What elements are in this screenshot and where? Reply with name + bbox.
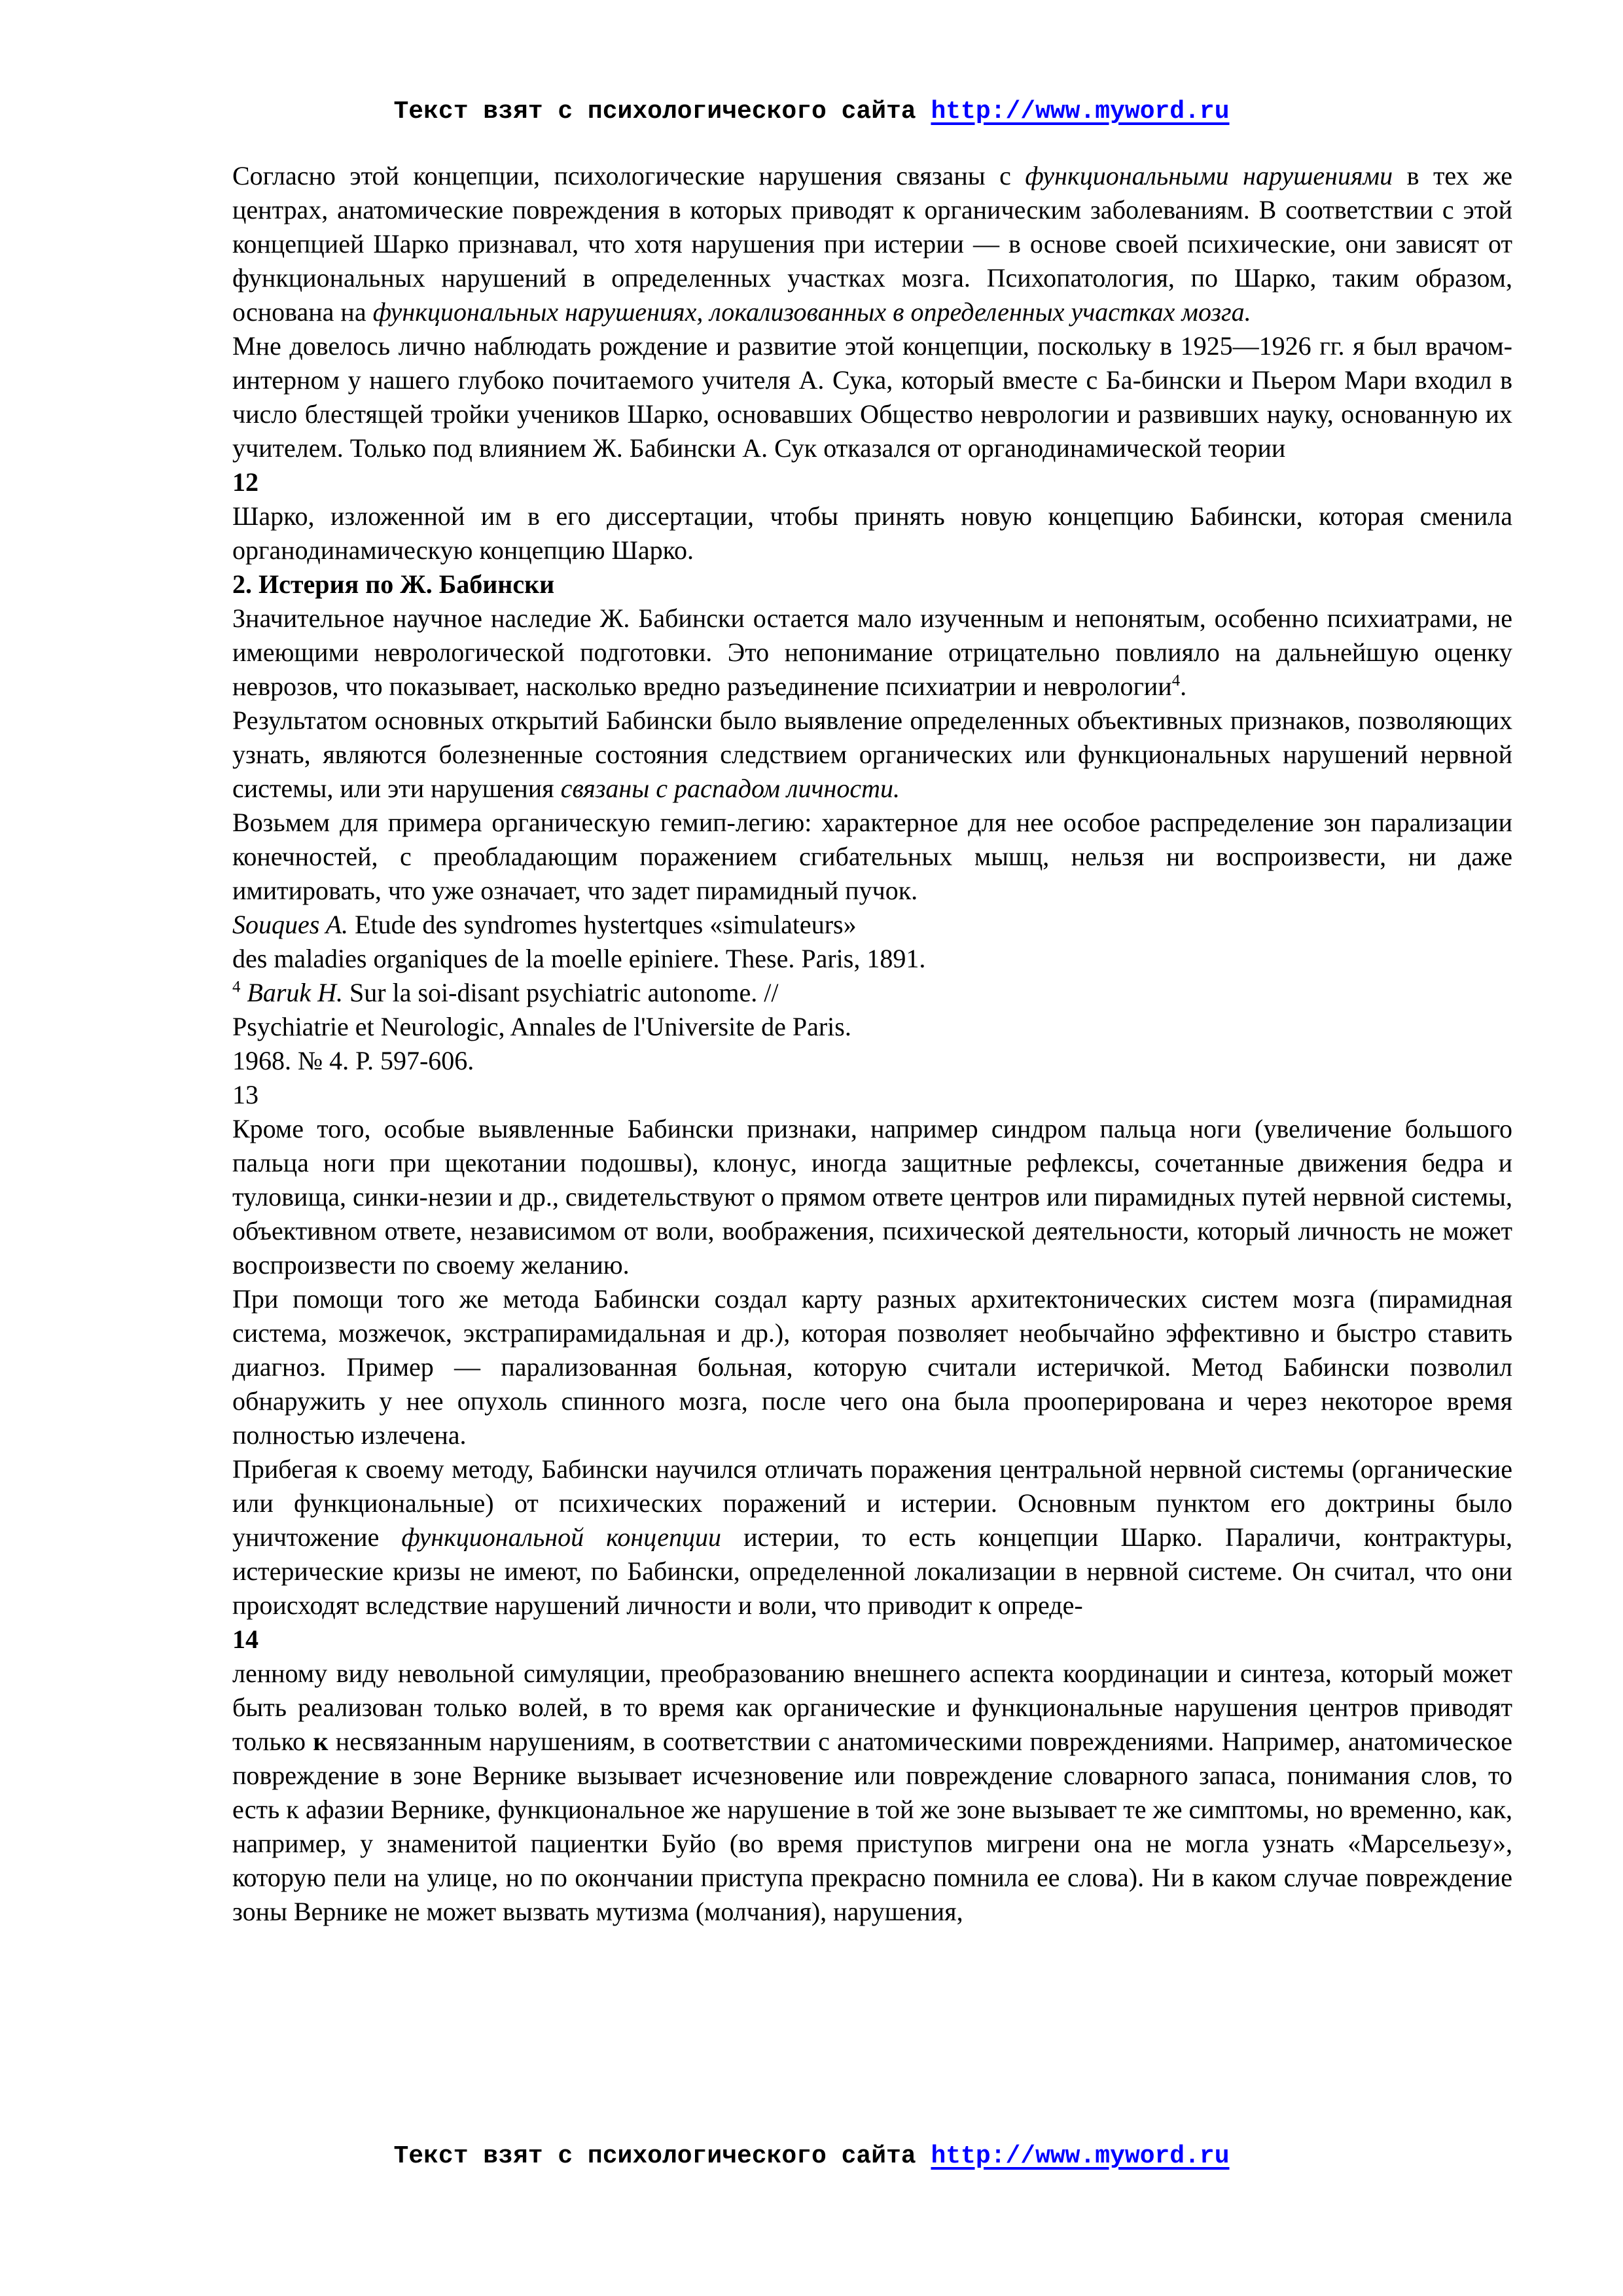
footnote-souques-line-2	[232, 942, 1512, 976]
text-run: Прибегая к своему методу, Бабински научился отличать поражения центральной нервной системы (органические или функциональные) от психических поражений и истерии. Основным пунктом его доктрины было уничтожение	[232, 1454, 1512, 1552]
text-run: 2. Истерия по Ж. Бабински	[232, 569, 555, 599]
header-site-link[interactable]: http://www.myword.ru	[931, 98, 1230, 126]
text-run: функциональной концепции	[401, 1522, 721, 1552]
paragraph-babinski-heritage	[232, 601, 1512, 704]
text-run: Psychiatrie et Neurologic, Annales de l'Universite de Paris.	[232, 1012, 851, 1041]
paragraph-hemiplegia-example	[232, 806, 1512, 908]
text-run: 13	[232, 1080, 259, 1109]
footer-source-text: Текст взят с психологического сайта	[393, 2142, 916, 2170]
text-run: .	[1180, 672, 1187, 701]
footnote-marker: 4	[232, 978, 241, 996]
paragraph-charcot-concept	[232, 159, 1512, 329]
paragraph-wernicke-zone	[232, 1657, 1512, 1929]
text-run: При помощи того же метода Бабински создал карту разных архитектонических систем мозга (пирамидная система, мозжечок, экстрапирамидальная и др.), которая позволяет необычайно эффективно и быстро ставить диагноз. Пример — парализованная больная, которую считали истеричкой. Метод Бабински позволил обнаружить у нее опухоль спинного мозга, после чего она была прооперирована и через некоторое время полностью излечена.	[232, 1284, 1512, 1450]
page-number-14	[232, 1623, 1512, 1657]
paragraph-babinski-doctrine	[232, 1452, 1512, 1623]
text-run: связаны с распадом личности.	[560, 774, 901, 803]
text-run	[240, 978, 247, 1007]
text-run: 14	[232, 1624, 259, 1654]
footer-banner	[0, 2142, 1623, 2172]
text-run: функциональными нарушениями	[1025, 161, 1393, 190]
paragraph-charcot-dissertation	[232, 499, 1512, 567]
text-run: Etude des syndromes hystertques «simulateurs»	[348, 910, 857, 939]
header-source-text: Текст взят с психологического сайта	[393, 98, 916, 126]
footnote-baruk-line-3	[232, 1044, 1512, 1078]
footnote-souques-line-1	[232, 908, 1512, 942]
page-number-12	[232, 465, 1512, 499]
document-body	[232, 159, 1512, 1929]
text-run: несвязанным нарушениям, в соответствии с анатомическими повреждениями. Например, анатомическое повреждение в зоне Вернике вызывает исчезновение или повреждение словарного запаса, понимания слов, то есть к афазии Вернике, функциональное же нарушение в той же зоне вызывает те же симптомы, но временно, как, например, у знаменитой пациентки Буйо (во время приступов мигрени она не могла узнать «Марсельезу», которую пели на улице, но по окончании приступа прекрасно помнила ее слова). Ни в каком случае повреждение зоны Вернике не может вызвать мутизма (молчания), нарушения,	[232, 1727, 1512, 1926]
text-run: Значительное научное наследие Ж. Бабински остается мало изученным и непонятым, особенно психиатрами, не имеющими неврологической подготовки. Это непонимание отрицательно повлияло на дальнейшую оценку неврозов, что показывает, насколько вредно разъединение психиатрии и неврологии	[232, 603, 1512, 701]
paragraph-brain-map	[232, 1282, 1512, 1452]
page-number-13	[232, 1078, 1512, 1112]
text-run: 12	[232, 467, 259, 497]
text-run: Согласно этой концепции, психологические нарушения связаны с	[232, 161, 1026, 190]
footer-site-link[interactable]: http://www.myword.ru	[931, 2142, 1230, 2170]
text-run: к	[313, 1727, 329, 1756]
text-run: истерии, то есть концепции Шарко. Параличи, контрактуры, истерические кризы не имеют, по Бабински, определенной локализации в нервной системе. Он считал, что они происходят вследствие нарушений личности и воли, что приводит к опреде-	[232, 1522, 1512, 1620]
paragraph-babinski-signs	[232, 1112, 1512, 1282]
header-banner	[0, 97, 1623, 127]
text-run: функциональных нарушениях, локализованных в определенных участках мозга.	[372, 297, 1251, 327]
text-run: Souques A.	[232, 910, 349, 939]
footnote-baruk-line-1	[232, 976, 1512, 1010]
text-run: Sur la soi-disant psychiatric autonome. //	[343, 978, 779, 1007]
text-run: 1968. № 4. P. 597-606.	[232, 1046, 474, 1075]
text-run: Результатом основных открытий Бабински было выявление определенных объективных признаков, позволяющих узнать, являются болезненные состояния следствием органических или функциональных нарушений нервной системы, или эти нарушения	[232, 706, 1512, 803]
paragraph-personal-witness	[232, 329, 1512, 465]
text-run: des maladies organiques de la moelle epiniere. These. Paris, 1891.	[232, 944, 926, 973]
footnote-marker: 4	[1171, 672, 1181, 690]
text-run: Baruk H.	[247, 978, 344, 1007]
text-run: Кроме того, особые выявленные Бабински признаки, например синдром пальца ноги (увеличение большого пальца ноги при щекотании подошвы), клонус, иногда защитные рефлексы, сочетанные движения бедра и туловища, синки-незии и др., свидетельствуют о прямом ответе центров или пирамидных путей нервной системы, объективном ответе, независимом от воли, воображения, психической деятельности, который личность не может воспроизвести по своему желанию.	[232, 1114, 1512, 1280]
footnote-baruk-line-2	[232, 1010, 1512, 1044]
paragraph-babinski-discoveries	[232, 704, 1512, 806]
text-run: Шарко, изложенной им в его диссертации, чтобы принять новую концепцию Бабински, которая сменила органодинамическую концепцию Шарко.	[232, 501, 1512, 565]
text-run: в тех же центрах, анатомические повреждения в которых приводят к органическим заболеваниям. В соответствии с этой концепцией Шарко признавал, что хотя нарушения при истерии — в основе своей психические, они зависят от функциональных нарушений в определенных участках мозга. Психопатология, по Шарко, таким образом, основана на	[232, 161, 1512, 327]
text-run: ленному виду невольной симуляции, преобразованию внешнего аспекта координации и синтеза, который может быть реализован только волей, в то время как органические и функциональные нарушения центров приводят только	[232, 1659, 1512, 1756]
section-heading-hysteria-babinski	[232, 567, 1512, 601]
text-run: Мне довелось лично наблюдать рождение и развитие этой концепции, поскольку в 1925—1926 гг. я был врачом-интерном у нашего глубоко почитаемого учителя А. Сука, который вместе с Ба-бински и Пьером Мари входил в число блестящей тройки учеников Шарко, основавших Общество неврологии и развивших науку, основанную их учителем. Только под влиянием Ж. Бабински А. Сук отказался от органодинамической теории	[232, 331, 1512, 463]
text-run: Возьмем для примера органическую гемип-легию: характерное для нее особое распределение зон парализации конечностей, с преобладающим поражением сгибательных мышц, нельзя ни воспроизвести, ни даже имитировать, что уже означает, что задет пирамидный пучок.	[232, 808, 1512, 905]
